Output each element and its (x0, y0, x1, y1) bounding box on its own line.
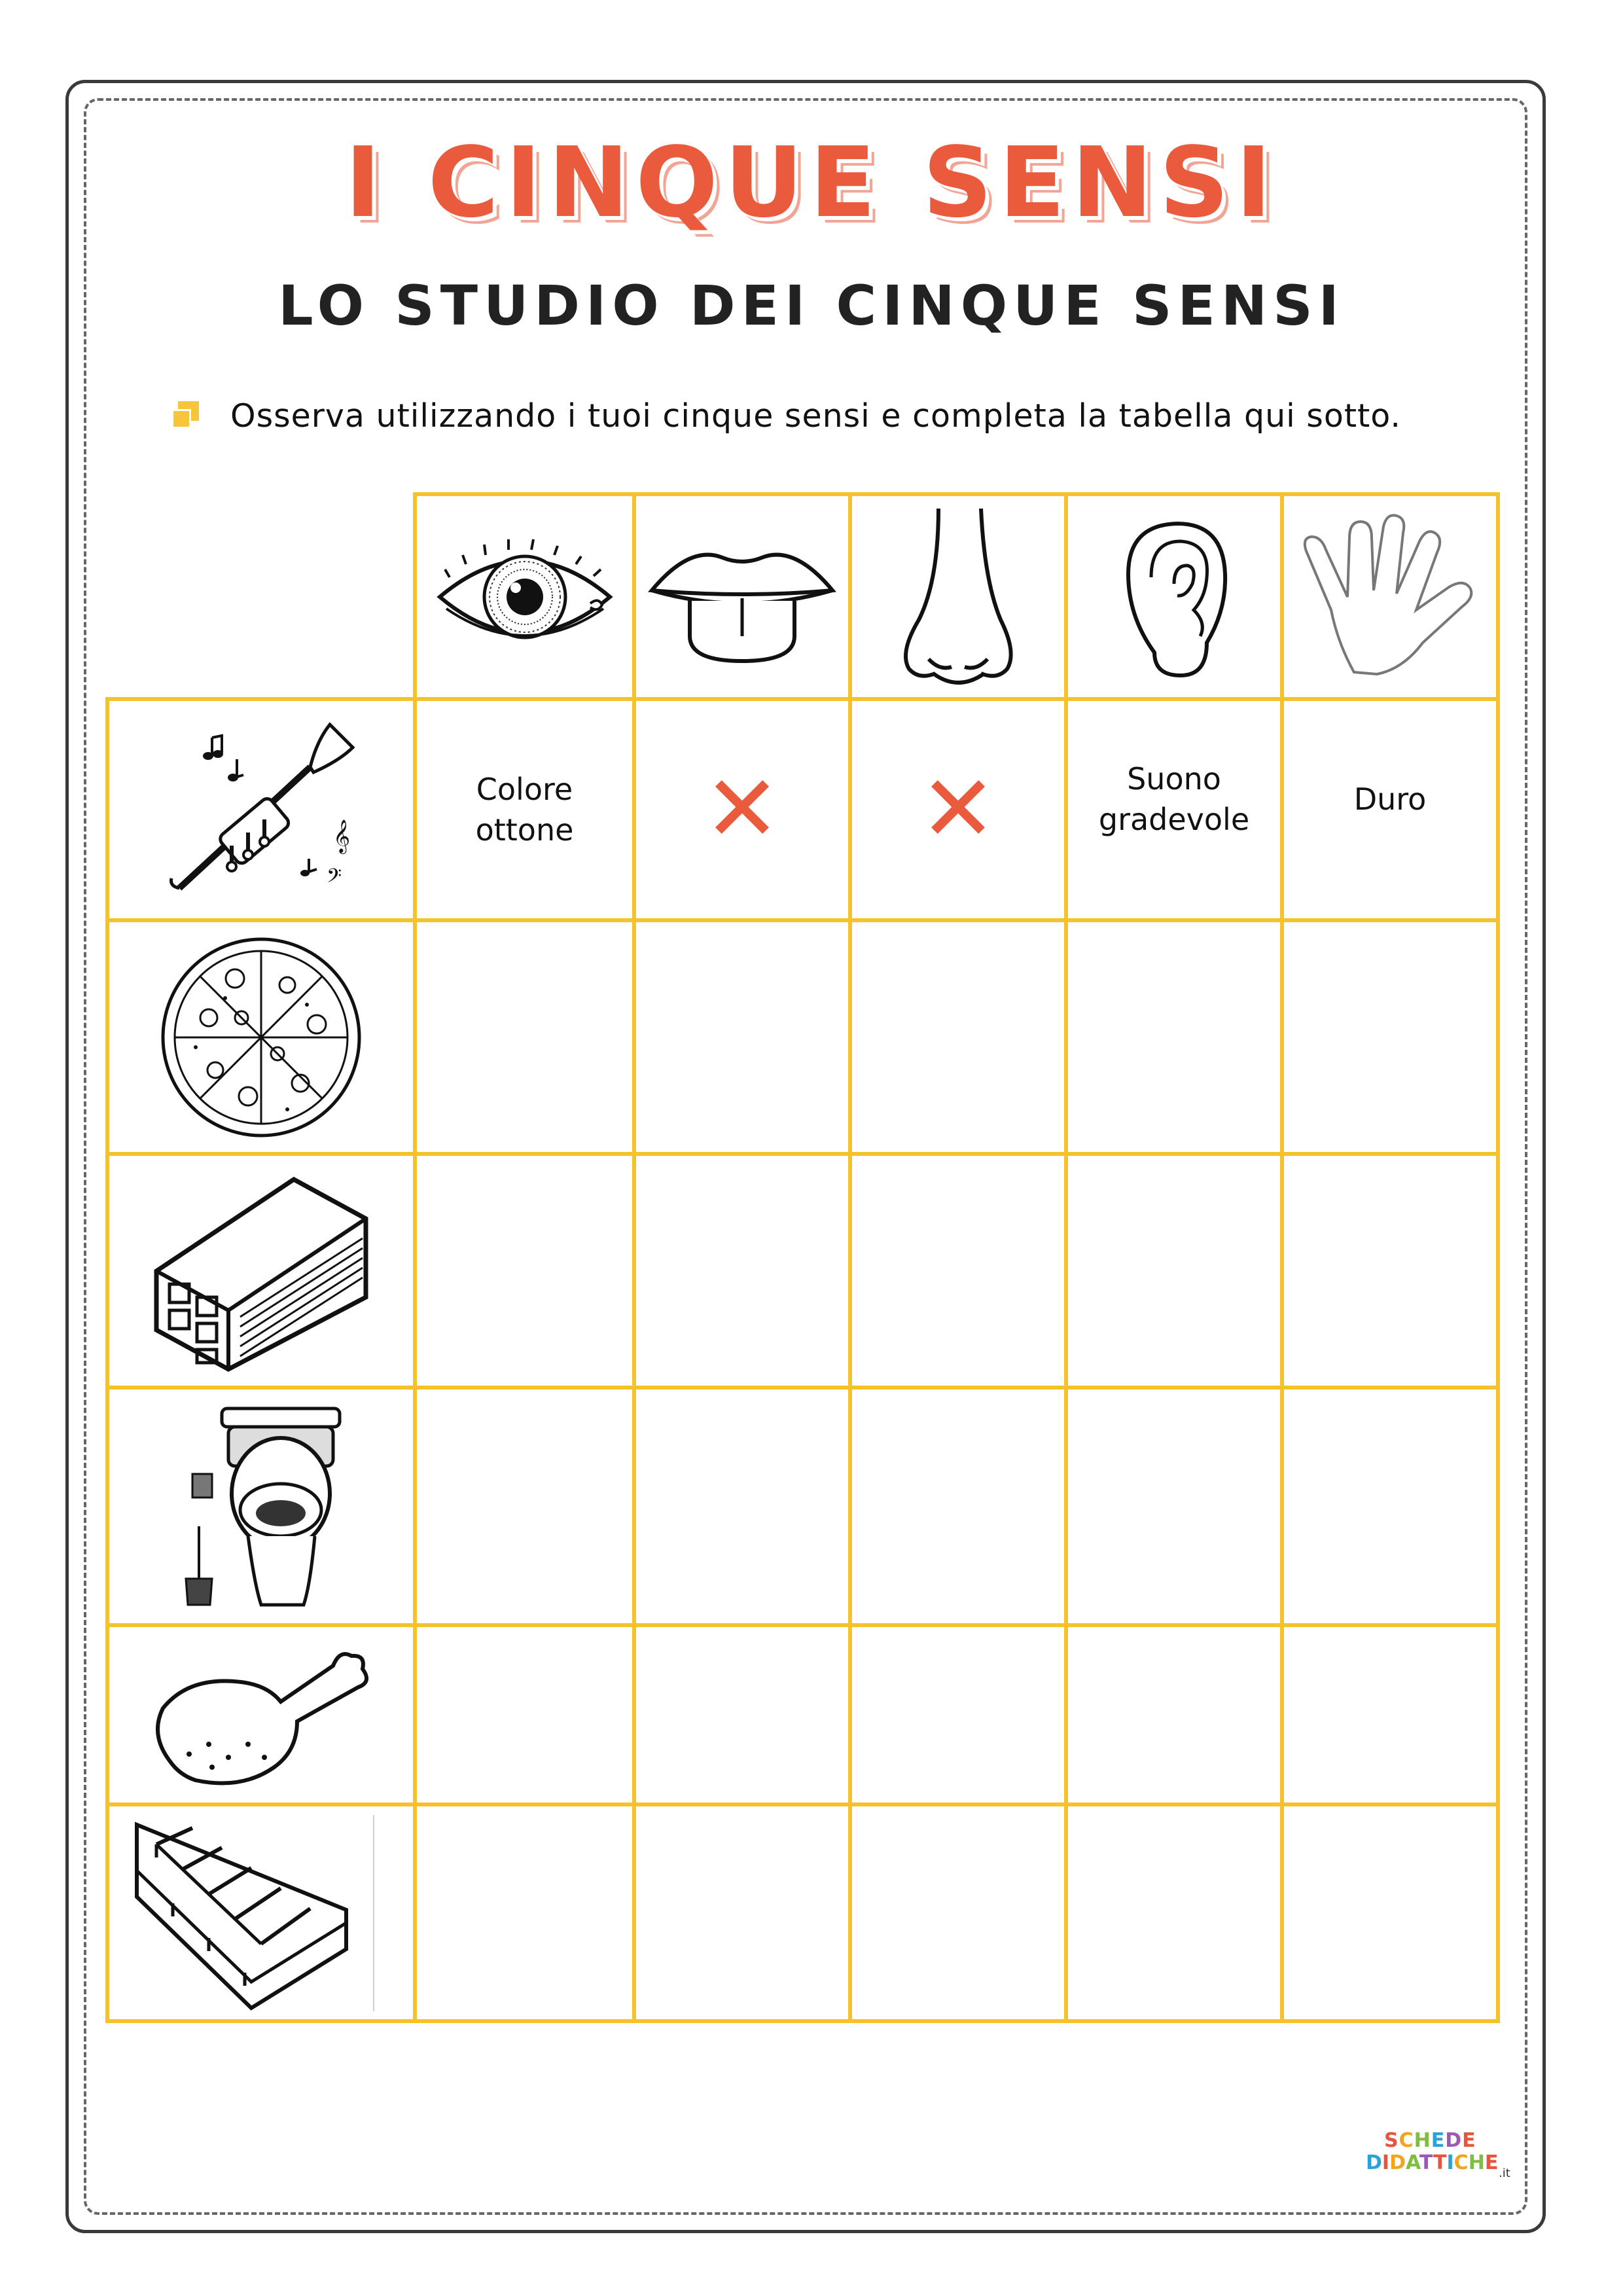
svg-text:SCHEDE: SCHEDE (1384, 2129, 1476, 2152)
cell-brick-smell[interactable] (850, 1154, 1066, 1388)
chocolate-bar-icon (130, 1812, 392, 2015)
table-row (107, 699, 1498, 920)
cell-trumpet-sight (415, 699, 634, 920)
cell-chocolate-taste[interactable] (634, 1804, 850, 2021)
cell-brick-touch[interactable] (1282, 1154, 1498, 1388)
svg-text:𝄞: 𝄞 (333, 819, 351, 853)
cell-pizza-hearing[interactable] (1066, 920, 1282, 1154)
instruction-text: Osserva utilizzando i tuoi cinque sensi e completa la tabella qui sotto. (230, 397, 1401, 435)
row-label-trumpet (107, 699, 415, 920)
toilet-icon (169, 1395, 353, 1618)
cell-chicken-smell[interactable] (850, 1625, 1066, 1804)
mouth-tongue-icon (644, 525, 840, 669)
cell-trumpet-smell (850, 699, 1066, 920)
header-cell-taste (634, 494, 850, 699)
cell-chocolate-touch[interactable] (1282, 1804, 1498, 2021)
cell-trumpet-hearing (1066, 699, 1282, 920)
page-title: I CINQUE SENSI (345, 126, 1278, 239)
header-cell-sight (415, 494, 634, 699)
table-row (107, 1388, 1498, 1625)
table-row (107, 1804, 1498, 2021)
schede-didattiche-logo (1364, 2126, 1528, 2178)
instruction (171, 396, 1401, 435)
row-label-pizza (107, 920, 415, 1154)
svg-text:DIDATTICHE: DIDATTICHE (1366, 2151, 1499, 2174)
answer-text: Colore ottone (475, 772, 574, 848)
cell-toilet-hearing[interactable] (1066, 1388, 1282, 1625)
row-label-chicken (107, 1625, 415, 1804)
pizza-icon (156, 933, 366, 1142)
table-row (107, 1625, 1498, 1804)
nose-icon (873, 502, 1043, 692)
header-cell-hearing (1066, 494, 1282, 699)
ear-icon (1109, 512, 1240, 682)
header-cell-smell (850, 494, 1066, 699)
table-row (107, 920, 1498, 1154)
trumpet-icon (153, 715, 369, 905)
cell-chicken-hearing[interactable] (1066, 1625, 1282, 1804)
answer-text: Duro (1353, 781, 1427, 817)
cell-toilet-taste[interactable] (634, 1388, 850, 1625)
corner-cell (107, 494, 415, 699)
cell-chicken-taste[interactable] (634, 1625, 850, 1804)
hand-icon (1292, 512, 1488, 682)
cell-toilet-touch[interactable] (1282, 1388, 1498, 1625)
chicken-leg-icon (143, 1636, 379, 1793)
cell-brick-taste[interactable] (634, 1154, 850, 1388)
cell-brick-hearing[interactable] (1066, 1154, 1282, 1388)
row-label-chocolate (107, 1804, 415, 2021)
eye-icon (427, 531, 623, 662)
cell-trumpet-taste (634, 699, 850, 920)
header-cell-touch (1282, 494, 1498, 699)
header-row (107, 494, 1498, 699)
table-row (107, 1154, 1498, 1388)
bullet-icon (171, 401, 200, 430)
cell-chicken-sight[interactable] (415, 1625, 634, 1804)
cell-pizza-sight[interactable] (415, 920, 634, 1154)
cell-pizza-smell[interactable] (850, 920, 1066, 1154)
svg-text:.it: .it (1499, 2166, 1510, 2178)
row-label-toilet (107, 1388, 415, 1625)
svg-text:𝄢: 𝄢 (327, 865, 342, 892)
cell-chocolate-hearing[interactable] (1066, 1804, 1282, 2021)
page-subtitle: LO STUDIO DEI CINQUE SENSI (278, 274, 1345, 338)
answer-text: Suono gradevole (1098, 761, 1250, 837)
brick-icon (143, 1166, 379, 1376)
cell-pizza-taste[interactable] (634, 920, 850, 1154)
cross-mark: ✕ (704, 756, 781, 863)
cell-brick-sight[interactable] (415, 1154, 634, 1388)
cell-trumpet-touch (1282, 699, 1498, 920)
senses-table (105, 492, 1500, 2023)
cell-toilet-sight[interactable] (415, 1388, 634, 1625)
cell-chocolate-smell[interactable] (850, 1804, 1066, 2021)
logo-image (1364, 2126, 1528, 2178)
cell-toilet-smell[interactable] (850, 1388, 1066, 1625)
row-label-brick (107, 1154, 415, 1388)
cross-mark: ✕ (919, 756, 997, 863)
cell-chocolate-sight[interactable] (415, 1804, 634, 2021)
cell-pizza-touch[interactable] (1282, 920, 1498, 1154)
cell-chicken-touch[interactable] (1282, 1625, 1498, 1804)
